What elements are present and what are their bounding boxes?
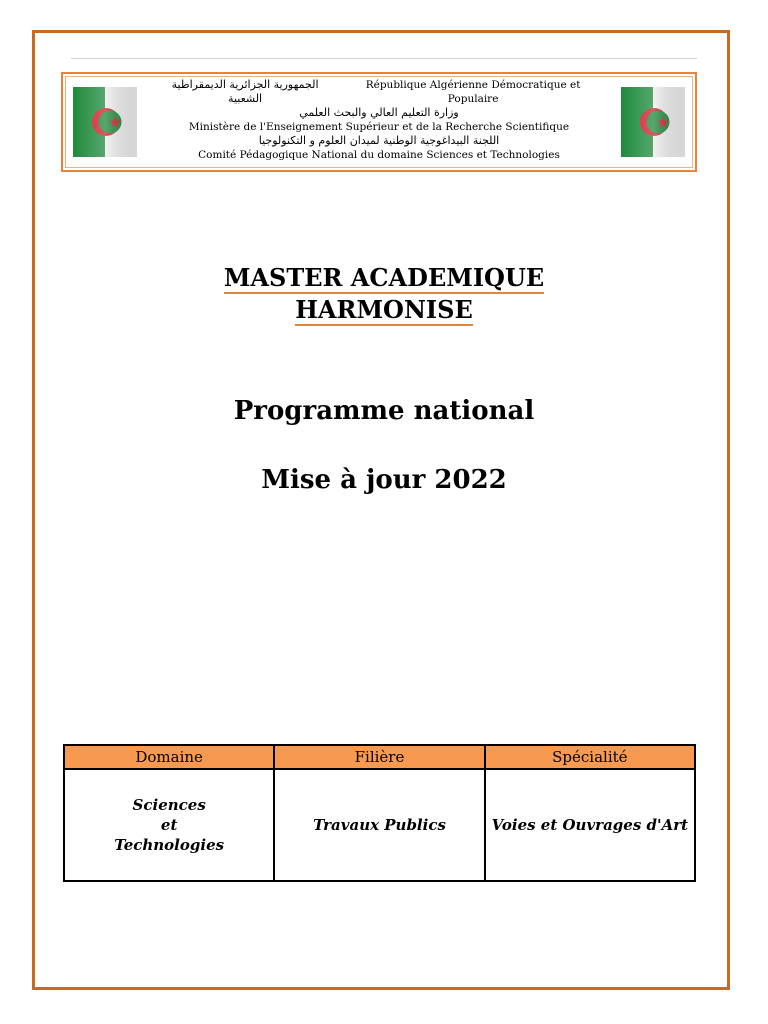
french-ministry-text: Ministère de l'Enseignement Supérieur et de la Recherche Scientifique	[188, 121, 570, 133]
document-title	[0, 262, 768, 326]
cell-domaine	[64, 769, 274, 881]
specialty-table	[63, 744, 696, 882]
table-row	[64, 769, 695, 881]
republic-line	[158, 78, 600, 106]
domaine-line: Technologies	[114, 836, 225, 854]
header-filiere: Filière	[274, 745, 484, 769]
arabic-ministry-text: وزارة التعليم العالي والبحث العلمي	[299, 106, 459, 119]
domaine-line: Sciences	[132, 796, 206, 814]
cell-filiere: Travaux Publics	[274, 769, 484, 881]
header-domaine: Domaine	[64, 745, 274, 769]
programme-heading: Programme national	[233, 396, 535, 426]
top-rule	[71, 58, 697, 59]
arabic-republic-text: الجمهورية الجزائرية الديمقراطية الشعبية	[171, 78, 319, 105]
french-republic-text: République Algérienne Démocratique et Populaire	[365, 79, 581, 105]
french-committee-text: Comité Pédagogique National du domaine Sciences et Technologies	[198, 149, 560, 161]
title-line-2: HARMONISE	[295, 295, 473, 324]
header-text-block	[158, 78, 600, 162]
algerian-flag-right	[621, 87, 685, 157]
header-specialite: Spécialité	[485, 745, 695, 769]
cell-specialite: Voies et Ouvrages d'Art	[485, 769, 695, 881]
arabic-committee-text: اللجنة البيداغوجية الوطنية لميدان العلوم و التكنولوجيا	[258, 134, 500, 147]
domaine-line: et	[160, 816, 178, 834]
algerian-flag-left	[73, 87, 137, 157]
title-line-1: MASTER ACADEMIQUE	[223, 263, 545, 292]
institution-header	[61, 72, 697, 172]
update-heading: Mise à jour 2022	[261, 465, 507, 495]
table-header-row	[64, 745, 695, 769]
